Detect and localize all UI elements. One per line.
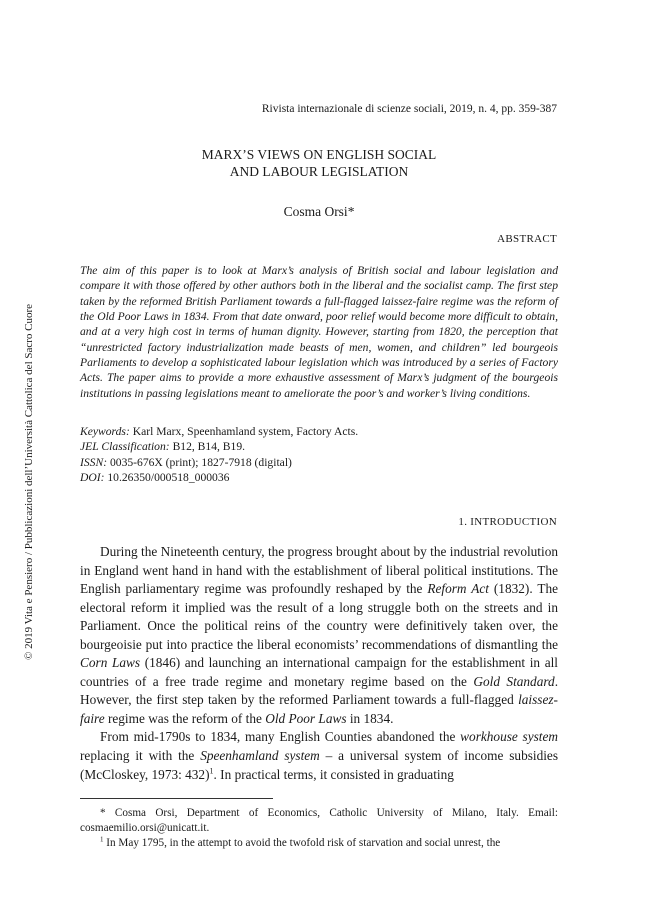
doi-value: 10.26350/000518_000036 — [107, 470, 230, 484]
footnote-author: * Cosma Orsi, Department of Economics, Catholic University of Milano, Italy. Email: cosmaemilio.orsi@unicatt.it. — [80, 807, 558, 835]
footnote-1 — [80, 836, 558, 851]
paragraph-text: regime was the reform of the — [104, 710, 266, 726]
footnote-number: 1 — [100, 835, 104, 844]
italic-term: Corn Laws — [80, 655, 141, 671]
footnote-divider — [80, 798, 273, 799]
paragraph-text: in 1834. — [346, 710, 394, 726]
jel-line — [80, 439, 558, 454]
italic-term: Old Poor Laws — [265, 710, 347, 726]
paragraph-text: During the Nineteenth century, the progress brought about by the industrial revolution in England went hand in hand with the establishment of liberal political institutions. The English parliamentary regime was profoundly reshaped by the — [80, 544, 558, 597]
issn-line — [80, 455, 558, 470]
italic-term: laissez-faire — [80, 692, 558, 726]
abstract-heading: ABSTRACT — [497, 233, 557, 245]
italic-term: workhouse system — [460, 729, 559, 745]
paragraph-text: . However, the first step taken by the reformed Parliament towards a full-flagged — [80, 673, 559, 708]
section-heading: 1. INTRODUCTION — [458, 516, 557, 528]
footnote-text: In May 1795, in the attempt to avoid the twofold risk of starvation and social unrest, the — [103, 837, 501, 850]
paragraph-text: – a universal system of income subsidies (McCloskey, 1973: 432) — [80, 748, 559, 782]
paragraph-text: From mid-1790s to 1834, many English Counties abandoned the — [100, 729, 461, 745]
jel-label: JEL Classification: — [80, 440, 170, 454]
running-head: Rivista internazionale di scienze sociali, 2019, n. 4, pp. 359-387 — [261, 103, 557, 115]
keywords-label: Keywords: — [80, 425, 130, 438]
paragraph-2 — [80, 728, 558, 784]
article-metadata — [80, 424, 558, 485]
side-copyright-notice: © 2019 Vita e Pensiero / Pubblicazioni dell’Università Cattolica del Sacro Cuore — [23, 303, 35, 660]
jel-value: B12, B14, B19. — [172, 440, 246, 454]
footnotes — [80, 806, 558, 852]
doi-line — [80, 470, 558, 485]
italic-term: Gold Standard — [473, 673, 555, 689]
body-text — [80, 543, 558, 784]
author-name: Cosma Orsi* — [283, 204, 355, 219]
italic-term: Speenhamland system — [200, 748, 320, 764]
keywords-line — [80, 424, 558, 439]
issn-value: 0035-676X (print); 1827-7918 (digital) — [109, 455, 292, 469]
issn-label: ISSN: — [80, 455, 108, 469]
paragraph-text: . In practical terms, it consisted in graduating — [213, 766, 454, 782]
title-line-1: MARX’S VIEWS ON ENGLISH SOCIAL — [201, 147, 437, 162]
abstract-text: The aim of this paper is to look at Marx’s analysis of British social and labour legislation and compare it with those offered by other authors both in the liberal and the socialist camp. The first step taken by the reformed British Parliament towards a full-flagged laissez-faire regime was the reform of the Old Poor Laws in 1834. From that date onward, poor relief would become more difficult to obtain, and at a very high cost in terms of human dignity. However, starting from 1820, the perception that “unrestricted factory industrialization made beasts of men, women, and children” led bourgeois Parliaments to develop a sophisticated labour legislation which was introduced by a series of Factory Acts. The paper aims to provide a more exhaustive assessment of Marx’s judgment of the bourgeois institutions in passing legislations meant to ameliorate the poor’s and worker’s living conditions. — [80, 264, 558, 400]
article-title — [80, 146, 558, 180]
title-line-2: AND LABOUR LEGISLATION — [229, 164, 409, 179]
paragraph-1 — [80, 543, 558, 728]
paragraph-text: (1832). The electoral reform it implied was the result of a long struggle both on the streets and in Parliament. Once the political reins of the country were definitively taken over, the bourgeoisie put into practice the liberal economists’ recommendations of dismantling the — [80, 581, 558, 652]
paragraph-text: (1846) and launching an international campaign for the establishment in all countries of a free trade regime and monetary regime based on the — [80, 655, 558, 689]
doi-label: DOI: — [80, 470, 105, 484]
keywords-value: Karl Marx, Speenhamland system, Factory Acts. — [132, 425, 359, 438]
footnote-marker[interactable]: 1 — [209, 766, 214, 776]
paragraph-text: replacing it with the — [80, 748, 201, 764]
italic-term: Reform Act — [427, 581, 489, 597]
